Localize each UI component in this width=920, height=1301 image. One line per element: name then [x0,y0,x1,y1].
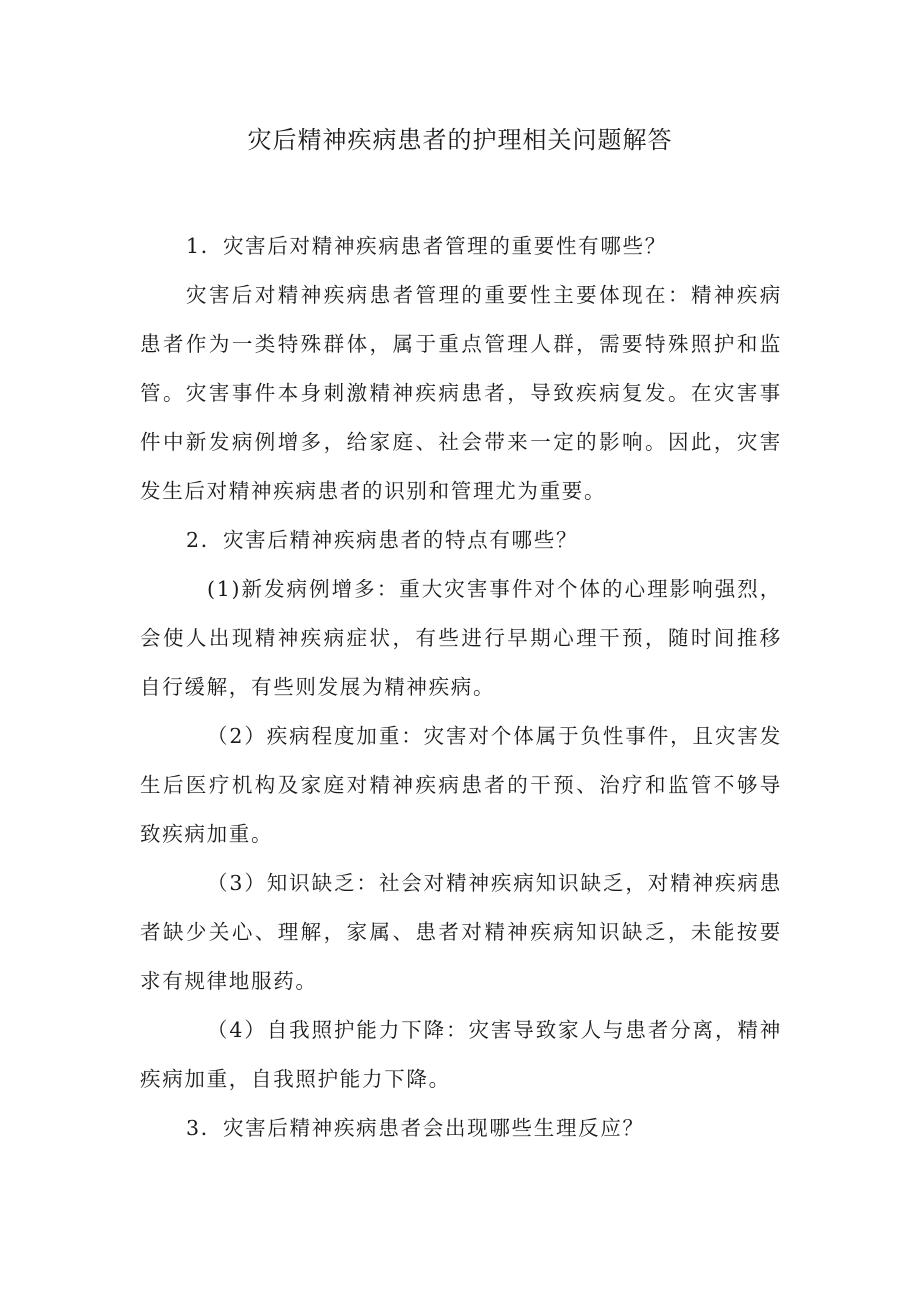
question-3: 3．灾害后精神疾病患者会出现哪些生理反应？ [186,1116,645,1140]
question-2: 2．灾害后精神疾病患者的特点有哪些？ [186,528,579,552]
answer-2-item-4: （4）自我照护能力下降：灾害导致家人与患者分离，精神疾病加重，自我照护能力下降。 [140,1018,782,1091]
answer-2-item-1: (1)新发病例增多：重大灾害事件对个体的心理影响强烈，会使人出现精神疾病症状，有些进行早期心理干预，随时间推移自行缓解，有些则发展为精神疾病。 [140,577,782,699]
document-title: 灾后精神疾病患者的护理相关问题解答 [247,126,673,154]
question-1: 1．灾害后对精神疾病患者管理的重要性有哪些？ [186,234,667,258]
answer-1: 灾害后对精神疾病患者管理的重要性主要体现在：精神疾病患者作为一类特殊群体，属于重点管理人群，需要特殊照护和监管。灾害事件本身刺激精神疾病患者，导致疾病复发。在灾害事件中新发病例增多，给家庭、社会带来一定的影响。因此，灾害发生后对精神疾病患者的识别和管理尤为重要。 [140,283,782,503]
answer-2-item-3: （3）知识缺乏：社会对精神疾病知识缺乏，对精神疾病患者缺少关心、理解，家属、患者对精神疾病知识缺乏，未能按要求有规律地服药。 [140,871,782,993]
answer-2-item-2: （2）疾病程度加重：灾害对个体属于负性事件，且灾害发生后医疗机构及家庭对精神疾病患者的干预、治疗和监管不够导致疾病加重。 [140,724,782,846]
document-body [140,222,782,1153]
